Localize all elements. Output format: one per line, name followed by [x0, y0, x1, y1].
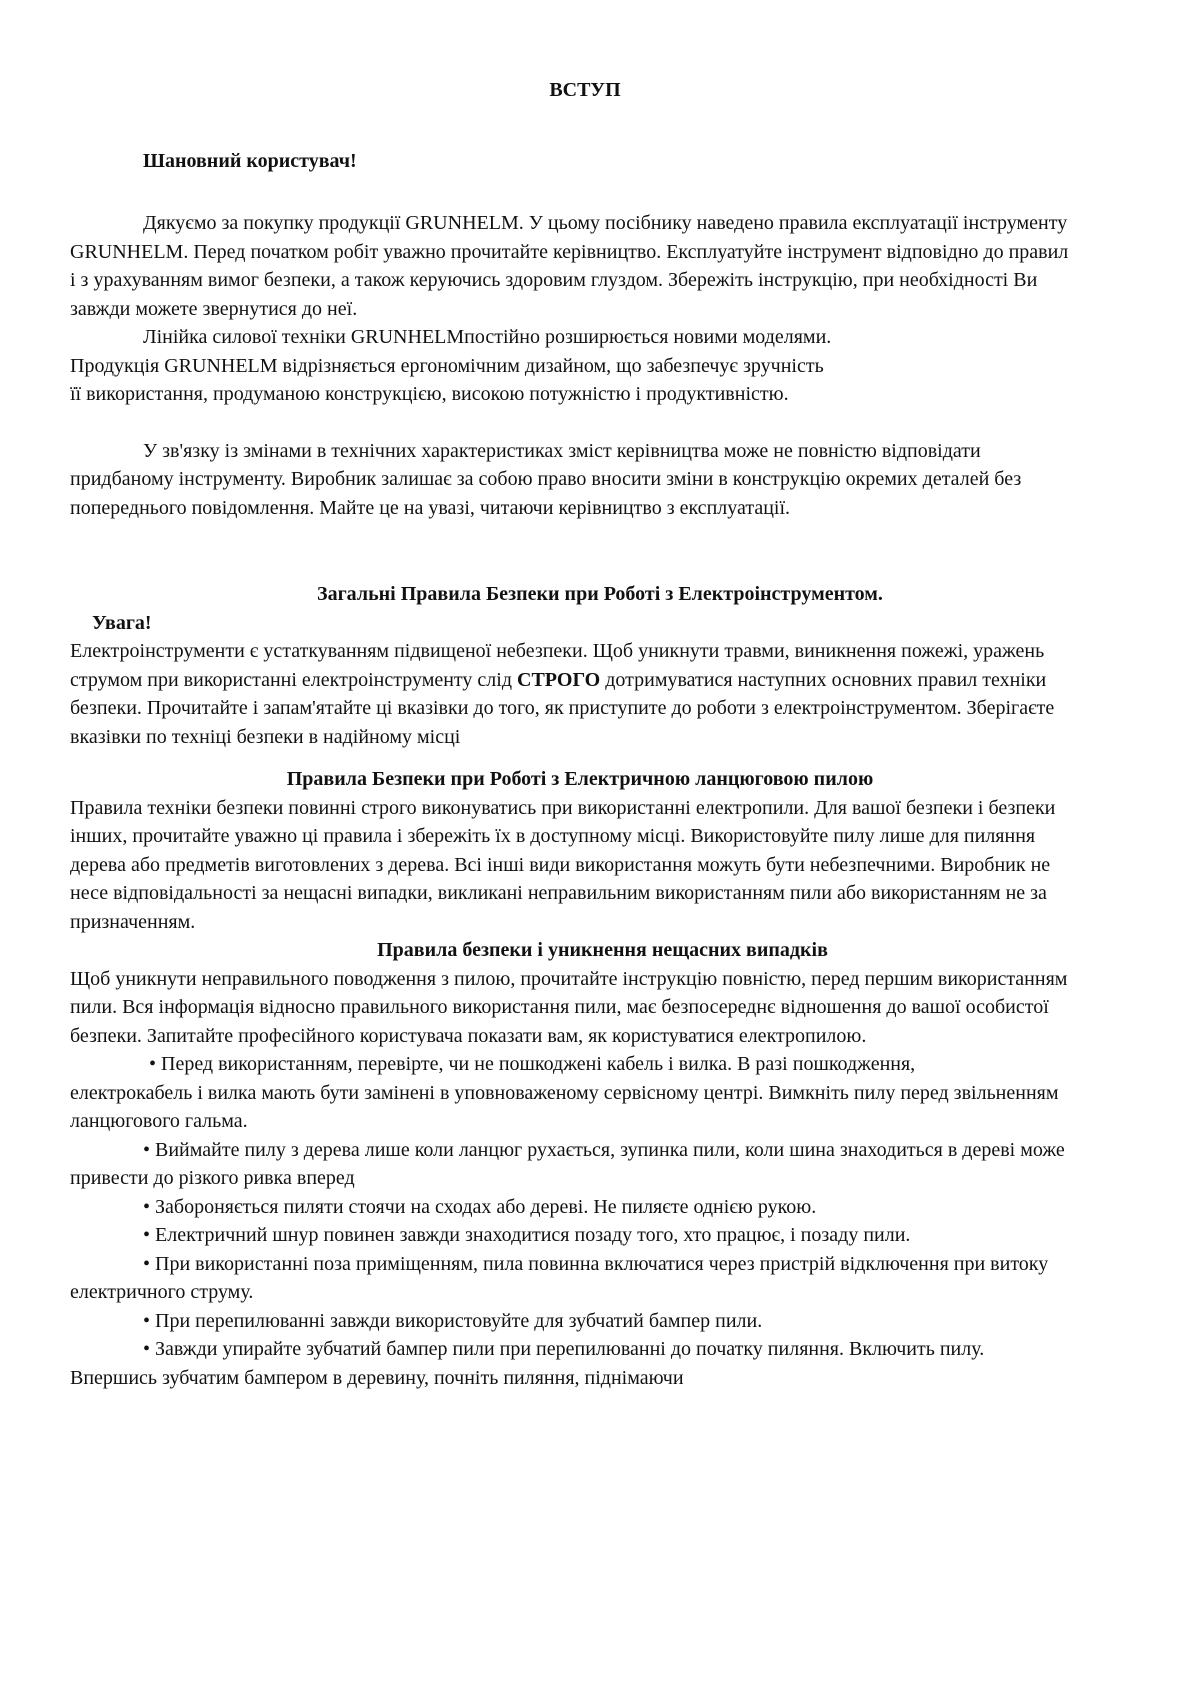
intro-paragraph-1: Дякуємо за покупку продукції GRUNHELM. У цьому посібнику наведено правила експлуатації інструменту GRUNHELM. Перед початком робіт уважно прочитайте керівництво. Експлуатуйте інструмент відповідно до правил і з урахуванням вимог безпеки, а також керуючись здоровим глуздом. Збережіть інструкцію, при необхідності Ви завжди можете звернутися до неї. [70, 212, 1069, 320]
document-page [70, 70, 1070, 1392]
bullet-check-cable [70, 1050, 1070, 1136]
strong-emphasis: СТРОГО [517, 668, 601, 691]
bullet-no-ladder: • Забороняється пиляти стоячи на сходах або дереві. Не пиляєте однією рукою. [143, 1195, 817, 1218]
general-safety-heading: Загальні Правила Безпеки при Роботі з Електроінструментом. [317, 583, 883, 605]
bullet-check-cable-part-1: • Перед використанням, перевірте, чи не пошкоджені кабель і вилка. В разі пошкодження, [149, 1053, 916, 1075]
bullet-bumper: • При перепилюванні завжди використовуйте для зубчатий бампер пили. [143, 1309, 763, 1332]
document-title: ВСТУП [549, 79, 621, 101]
bullet-cord-behind: • Електричний шнур повинен завжди знаходитися позаду того, хто працює, і позаду пили. [143, 1224, 911, 1246]
intro-section [70, 209, 1070, 409]
bullet-check-cable-part-2: електрокабель і вилка мають бути замінені в уповноваженому сервісному центрі. Вимкніть пилу перед звільненням ланцюгового гальма. [70, 1081, 1059, 1132]
bullet-outdoor-rcd: • При використанні поза приміщенням, пила повинна включатися через пристрій відключення при витоку електричного струму. [70, 1252, 1049, 1303]
chainsaw-safety-text: Правила техніки безпеки повинні строго виконуватись при використанні електропили. Для вашої безпеки і безпеки інших, прочитайте уважно ці правила і збережіть їх в доступному місці. Використовуйте пилу лише для пиляння дерева або предметів виготовлених з дерева. Всі інші види використання можуть бути небезпечними. Виробник не несе відповідальності за нещасні випадки, викликані неправильним використанням пили або використанням не за призначенням. [70, 796, 1056, 933]
intro-paragraph-2-line-3: її використання, продуманою конструкцією, високою потужністю і продуктивністю. [70, 383, 789, 405]
general-safety-text-start: Електроінструменти є устаткуванням підвищеної небезпеки. Щоб уникнути травми, виникнення пожежі, уражень струмом при використанні електроінструменту слід [70, 640, 1045, 691]
intro-paragraph-2-line-2: Продукція GRUNHELM відрізняється ергономічним дизайном, що забезпечує зручність [70, 354, 824, 377]
general-safety-text [70, 637, 1070, 751]
bullet-remove-saw: • Виймайте пилу з дерева лише коли ланцюг рухається, зупинка пили, коли шина знаходиться в дереві може привести до різкого ривка вперед [70, 1138, 1065, 1189]
chainsaw-safety-heading: Правила Безпеки при Роботі з Електричною ланцюговою пилою [286, 768, 874, 790]
bullet-brace-bumper: • Завжди упирайте зубчатий бампер пили при перепилюванні до початку пиляння. Включить пилу. Впершись зубчатим бампером в деревину, почніть пиляння, піднімаючи [70, 1338, 985, 1389]
intro-paragraph-2-line-1: Лінійка силової техніки GRUNHELMпостійно розширюється новими моделями. [143, 326, 832, 348]
accident-prevention-text: Щоб уникнути неправильного поводження з пилою, прочитайте інструкцію повністю, перед першим використанням пили. Вся інформація відносно правильного використання пили, має безпосереднє відношення до вашої особистої безпеки. Запитайте професійного користувача показати вам, як користуватися електропилою. [70, 967, 1068, 1047]
general-safety-text-end: дотримуватися наступних основних правил техніки безпеки. Прочитайте і запам'ятайте ці вказівки до того, як приступите до роботи з електроінструментом. Зберігаєте вказівки по техніці безпеки в надійному місці [70, 668, 1055, 748]
greeting: Шановний користувач! [143, 149, 357, 172]
notice-paragraph: У зв'язку із змінами в технічних характеристиках зміст керівництва може не повністю відповідати придбаному інструменту. Виробник залишає за собою право вносити зміни в конструкцію окремих деталей без попереднього повідомлення. Майте це на увазі, читаючи керівництво з експлуатації. [70, 439, 1022, 519]
accident-prevention-heading: Правила безпеки і уникнення нещасних випадків [377, 939, 828, 961]
warning-label: Увага! [92, 611, 152, 634]
